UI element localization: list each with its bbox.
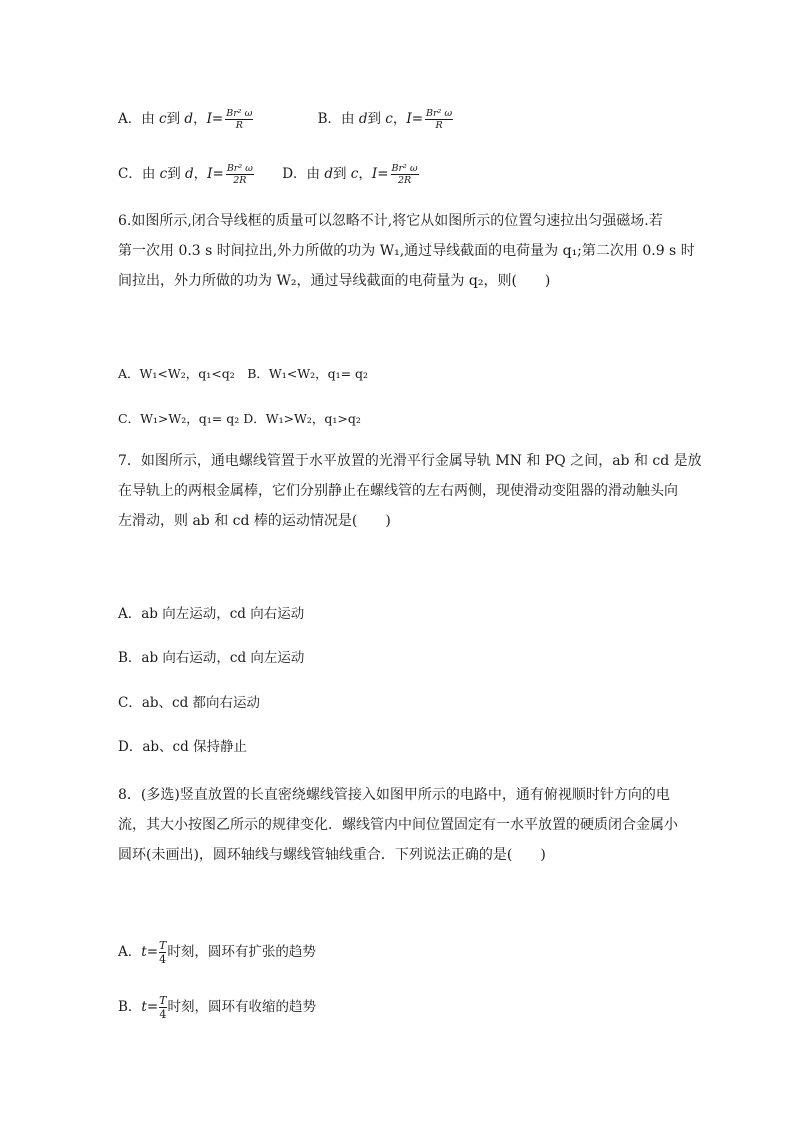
q8-option-b[interactable]: B．t= $\frac{T}{4}$ 时刻，圆环有收缩的趋势 (118, 994, 317, 1021)
q5-options-row-1 (118, 108, 455, 131)
q7-stem (118, 446, 702, 536)
q5-option-b[interactable]: B．由 d到 c，I= $\frac{\text{Br² ω}}{R}$ (317, 108, 453, 131)
q8-stem (118, 780, 678, 870)
q8-a-fraction: $\frac{T}{4}$ (159, 939, 167, 966)
q8-option-a[interactable]: A．t= $\frac{T}{4}$ 时刻，圆环有扩张的趋势 (118, 939, 316, 966)
q5-option-a[interactable]: A．由 c到 d，I= $\frac{\text{Br² ω}}{R}$ (118, 108, 253, 131)
q7-option-b[interactable]: B．ab 向右运动，cd 向左运动 (118, 650, 305, 666)
q5-c-fraction: $\frac{\text{Br² ω}}{2R}$ (226, 163, 253, 186)
q6-line-2: 第一次用 0.3 s 时间拉出,外力所做的功为 W₁,通过导线截面的电荷量为 q₁;第二次用 0.9 s 时 (118, 243, 695, 259)
q5-option-c[interactable]: C．由 c到 d，I= $\frac{\text{Br² ω}}{2R}$ (118, 163, 253, 186)
q6-options-ab[interactable]: A．W₁<W₂，q₁<q₂ B．W₁<W₂，q₁= q₂ (118, 366, 369, 381)
q6-line-3: 间拉出，外力所做的功为 W₂，通过导线截面的电荷量为 q₂，则( ) (118, 273, 551, 289)
q5-a-fraction: $\frac{\text{Br² ω}}{R}$ (226, 108, 253, 131)
q6-line-1: 6.如图所示,闭合导线框的质量可以忽略不计,将它从如图所示的位置匀速拉出匀强磁场.若 (118, 213, 663, 229)
q8-line-1: 8．(多选)竖直放置的长直密绕螺线管接入如图甲所示的电路中，通有俯视顺时针方向的电 (118, 787, 670, 803)
q7-option-a[interactable]: A．ab 向左运动，cd 向右运动 (118, 606, 305, 622)
q7-line-3: 左滑动，则 ab 和 cd 棒的运动情况是( ) (118, 513, 391, 529)
q5-d-fraction: $\frac{\text{Br² ω}}{2R}$ (391, 163, 418, 186)
q7-line-2: 在导轨上的两根金属棒，它们分别静止在螺线管的左右两侧，现使滑动变阻器的滑动触头向 (118, 483, 678, 499)
q6-stem (118, 206, 695, 296)
q7-option-c[interactable]: C．ab、cd 都向右运动 (118, 695, 261, 711)
q8-b-fraction: $\frac{T}{4}$ (159, 994, 167, 1021)
q7-option-d[interactable]: D．ab、cd 保持静止 (118, 739, 248, 755)
q7-line-1: 7．如图所示，通电螺线管置于水平放置的光滑平行金属导轨 MN 和 PQ 之间，ab 和 cd 是放 (118, 453, 702, 469)
q8-line-2: 流，其大小按图乙所示的规律变化．螺线管内中间位置固定有一水平放置的硬质闭合金属小 (118, 817, 678, 833)
q5-option-d[interactable]: D．由 d到 c，I= $\frac{\text{Br² ω}}{2R}$ (282, 163, 418, 186)
q5-options-row-2 (118, 163, 421, 186)
q8-line-3: 圆环(未画出)，圆环轴线与螺线管轴线重合．下列说法正确的是( ) (118, 847, 546, 863)
q5-b-fraction: $\frac{\text{Br² ω}}{R}$ (426, 108, 453, 131)
q6-options-cd[interactable]: C．W₁>W₂，q₁= q₂ D．W₁>W₂，q₁>q₂ (118, 411, 361, 426)
